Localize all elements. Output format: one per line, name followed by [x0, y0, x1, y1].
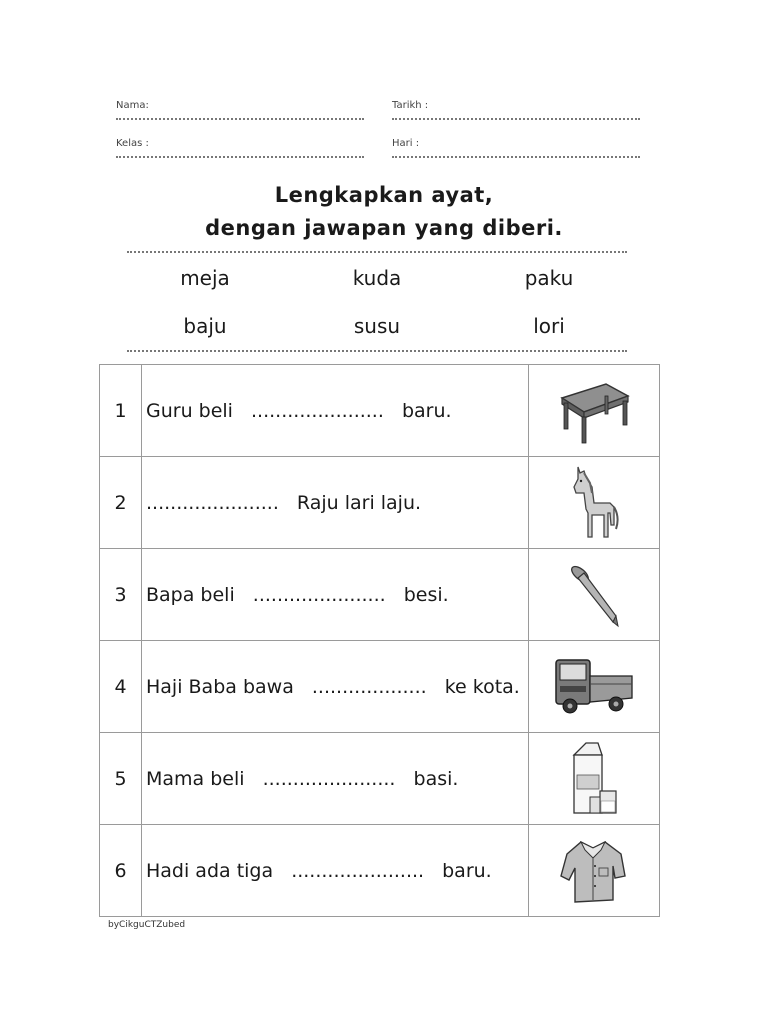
- hari-label: Hari :: [392, 138, 420, 149]
- credit-text: byCikguCTZubed: [108, 920, 186, 930]
- sentence-after: ke kota.: [444, 675, 520, 698]
- question-table: [99, 364, 660, 917]
- answer-blank[interactable]: ......................: [262, 767, 396, 790]
- sentence-after: besi.: [403, 583, 449, 606]
- tarikh-field[interactable]: [392, 118, 640, 120]
- question-row: [100, 365, 660, 457]
- question-sentence: [142, 549, 529, 641]
- question-sentence: [142, 733, 529, 825]
- sentence-after: Raju lari laju.: [296, 491, 422, 514]
- word-bank-item: kuda: [352, 266, 402, 290]
- question-number: 2: [100, 457, 142, 549]
- title-line-2: dengan jawapan yang diberi.: [205, 216, 563, 240]
- question-row: [100, 457, 660, 549]
- question-number: 5: [100, 733, 142, 825]
- tarikh-label: Tarikh :: [392, 100, 429, 111]
- question-sentence: [142, 365, 529, 457]
- sentence-before: Hadi ada tiga: [146, 859, 274, 882]
- answer-blank[interactable]: ......................: [146, 491, 279, 514]
- sentence-before: Bapa beli: [146, 583, 235, 606]
- picture-cell: [529, 825, 660, 917]
- word-bank-item: lori: [533, 314, 565, 338]
- table-icon: [554, 376, 634, 446]
- picture-cell: [529, 641, 660, 733]
- truck-icon: [552, 654, 636, 720]
- question-number: 1: [100, 365, 142, 457]
- horse-icon: [564, 463, 624, 543]
- picture-cell: [529, 549, 660, 641]
- question-row: [100, 825, 660, 917]
- word-bank-item: meja: [180, 266, 230, 290]
- answer-blank[interactable]: ......................: [252, 583, 386, 606]
- answer-blank[interactable]: ......................: [291, 859, 425, 882]
- answer-blank[interactable]: ......................: [251, 399, 384, 422]
- question-number: 4: [100, 641, 142, 733]
- nail-icon: [564, 560, 624, 630]
- question-sentence: [142, 641, 529, 733]
- milk-carton-icon: [564, 739, 624, 819]
- hari-field[interactable]: [392, 156, 640, 158]
- sentence-before: Mama beli: [146, 767, 245, 790]
- question-sentence: [142, 825, 529, 917]
- kelas-field[interactable]: [116, 156, 364, 158]
- divider-top: [127, 251, 627, 253]
- sentence-after: baru.: [401, 399, 452, 422]
- nama-label: Nama:: [116, 100, 149, 111]
- sentence-after: baru.: [442, 859, 492, 882]
- question-row: [100, 641, 660, 733]
- nama-field[interactable]: [116, 118, 364, 120]
- divider-bottom: [127, 350, 627, 352]
- question-number: 3: [100, 549, 142, 641]
- word-bank-item: susu: [353, 314, 401, 338]
- question-number: 6: [100, 825, 142, 917]
- word-bank-item: baju: [183, 314, 227, 338]
- shirt-icon: [557, 836, 631, 906]
- sentence-before: Guru beli: [146, 399, 233, 422]
- sentence-before: Haji Baba bawa: [146, 675, 294, 698]
- question-sentence: [142, 457, 529, 549]
- title-line-1: Lengkapkan ayat,: [274, 183, 494, 207]
- kelas-label: Kelas :: [116, 138, 149, 149]
- question-row: [100, 733, 660, 825]
- sentence-after: basi.: [413, 767, 459, 790]
- picture-cell: [529, 733, 660, 825]
- word-bank-item: paku: [524, 266, 574, 290]
- question-row: [100, 549, 660, 641]
- answer-blank[interactable]: ...................: [311, 675, 427, 698]
- picture-cell: [529, 457, 660, 549]
- picture-cell: [529, 365, 660, 457]
